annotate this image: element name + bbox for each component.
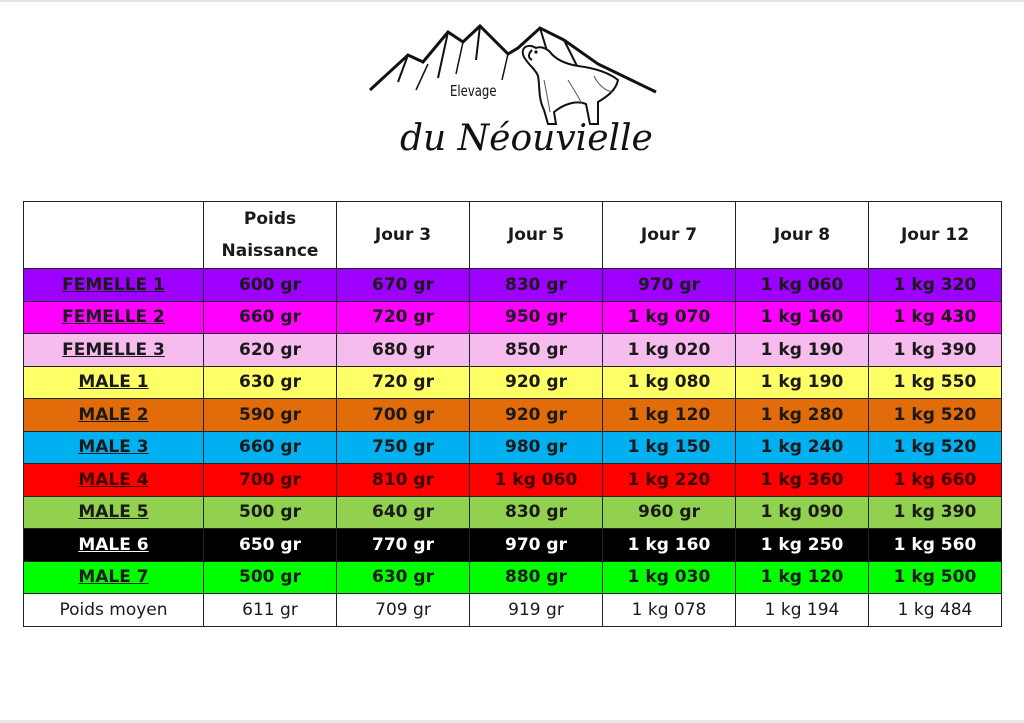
average-cell: 919 gr [470, 594, 603, 627]
weight-cell: 1 kg 520 [869, 399, 1002, 432]
top-border [0, 0, 1024, 2]
row-label [24, 431, 204, 464]
table-header-row [24, 202, 1002, 269]
weight-cell: 630 gr [337, 561, 470, 594]
weight-cell: 770 gr [337, 529, 470, 562]
table-row [24, 529, 1002, 562]
weight-cell: 1 kg 550 [869, 366, 1002, 399]
weight-cell: 960 gr [603, 496, 736, 529]
weight-cell: 1 kg 060 [470, 464, 603, 497]
row-label-text: MALE 4 [78, 469, 149, 490]
header-day-7: Jour 7 [603, 202, 736, 269]
mountain-dog-emblem-icon [368, 20, 658, 130]
average-row [24, 594, 1002, 627]
row-label-text: MALE 3 [78, 437, 149, 458]
weight-cell: 1 kg 220 [603, 464, 736, 497]
weight-cell: 1 kg 120 [603, 399, 736, 432]
weight-cell: 500 gr [204, 561, 337, 594]
weight-cell: 830 gr [470, 496, 603, 529]
weight-cell: 630 gr [204, 366, 337, 399]
average-cell: 1 kg 484 [869, 594, 1002, 627]
weight-cell: 680 gr [337, 334, 470, 367]
weight-cell: 720 gr [337, 366, 470, 399]
table-row [24, 399, 1002, 432]
weight-cell: 640 gr [337, 496, 470, 529]
weight-cell: 1 kg 560 [869, 529, 1002, 562]
row-label [24, 496, 204, 529]
weight-cell: 1 kg 430 [869, 301, 1002, 334]
average-cell: 611 gr [204, 594, 337, 627]
row-label-text: FEMELLE 1 [62, 274, 165, 295]
row-label [24, 464, 204, 497]
average-cell: 709 gr [337, 594, 470, 627]
weight-table [23, 201, 1002, 627]
weight-cell: 650 gr [204, 529, 337, 562]
weight-cell: 1 kg 020 [603, 334, 736, 367]
table-row [24, 334, 1002, 367]
row-label [24, 529, 204, 562]
weight-cell: 1 kg 160 [603, 529, 736, 562]
row-label [24, 399, 204, 432]
row-label-text: MALE 7 [78, 567, 149, 588]
weight-cell: 720 gr [337, 301, 470, 334]
average-label-text: Poids moyen [59, 599, 168, 620]
weight-cell: 880 gr [470, 561, 603, 594]
weight-cell: 950 gr [470, 301, 603, 334]
table-row [24, 431, 1002, 464]
row-label-text: MALE 1 [78, 372, 149, 393]
row-label-text: MALE 6 [78, 534, 149, 555]
row-label [24, 366, 204, 399]
weight-cell: 1 kg 080 [603, 366, 736, 399]
weight-cell: 1 kg 500 [869, 561, 1002, 594]
weight-cell: 600 gr [204, 269, 337, 302]
row-label [24, 334, 204, 367]
header-birth-weight-line1: Poids [243, 209, 297, 229]
weight-cell: 660 gr [204, 301, 337, 334]
weight-cell: 810 gr [337, 464, 470, 497]
weight-cell: 670 gr [337, 269, 470, 302]
table-row [24, 269, 1002, 302]
weight-cell: 700 gr [337, 399, 470, 432]
average-cell: 1 kg 194 [736, 594, 869, 627]
header-day-3: Jour 3 [337, 202, 470, 269]
header-day-5: Jour 5 [470, 202, 603, 269]
row-label-text: FEMELLE 3 [62, 339, 165, 360]
weight-cell: 830 gr [470, 269, 603, 302]
weight-cell: 1 kg 660 [869, 464, 1002, 497]
weight-cell: 1 kg 520 [869, 431, 1002, 464]
row-label-text: FEMELLE 2 [62, 307, 165, 328]
header-blank [24, 202, 204, 269]
row-label [24, 269, 204, 302]
table-row [24, 561, 1002, 594]
weight-cell: 1 kg 190 [736, 366, 869, 399]
weight-cell: 970 gr [603, 269, 736, 302]
weight-cell: 620 gr [204, 334, 337, 367]
row-label [24, 561, 204, 594]
weight-cell: 750 gr [337, 431, 470, 464]
weight-cell: 1 kg 120 [736, 561, 869, 594]
weight-cell: 660 gr [204, 431, 337, 464]
row-label-text: MALE 5 [78, 502, 149, 523]
average-cell: 1 kg 078 [603, 594, 736, 627]
weight-cell: 920 gr [470, 366, 603, 399]
table-row [24, 496, 1002, 529]
weight-cell: 1 kg 320 [869, 269, 1002, 302]
weight-cell: 920 gr [470, 399, 603, 432]
weight-cell: 1 kg 070 [603, 301, 736, 334]
weight-cell: 500 gr [204, 496, 337, 529]
weight-cell: 970 gr [470, 529, 603, 562]
header-day-8: Jour 8 [736, 202, 869, 269]
weight-cell: 1 kg 150 [603, 431, 736, 464]
weight-cell: 1 kg 240 [736, 431, 869, 464]
weight-cell: 1 kg 390 [869, 334, 1002, 367]
logo-elevage-text: Elevage [450, 82, 497, 100]
weight-cell: 1 kg 090 [736, 496, 869, 529]
weight-cell: 850 gr [470, 334, 603, 367]
table-row [24, 301, 1002, 334]
header-day-12: Jour 12 [869, 202, 1002, 269]
row-label-text: MALE 2 [78, 404, 149, 425]
weight-cell: 1 kg 360 [736, 464, 869, 497]
weight-cell: 1 kg 030 [603, 561, 736, 594]
weight-cell: 1 kg 060 [736, 269, 869, 302]
row-label [24, 301, 204, 334]
table-row [24, 366, 1002, 399]
logo-kennel-name: du Néouvielle [400, 118, 653, 159]
weight-cell: 980 gr [470, 431, 603, 464]
average-label [24, 594, 204, 627]
weight-cell: 1 kg 280 [736, 399, 869, 432]
header-birth-weight [204, 202, 337, 269]
weight-cell: 700 gr [204, 464, 337, 497]
breeder-logo [368, 20, 658, 170]
header-birth-weight-line2: Naissance [221, 241, 319, 261]
weight-cell: 1 kg 390 [869, 496, 1002, 529]
table-row [24, 464, 1002, 497]
weight-cell: 1 kg 190 [736, 334, 869, 367]
weight-cell: 590 gr [204, 399, 337, 432]
weight-cell: 1 kg 250 [736, 529, 869, 562]
weight-cell: 1 kg 160 [736, 301, 869, 334]
